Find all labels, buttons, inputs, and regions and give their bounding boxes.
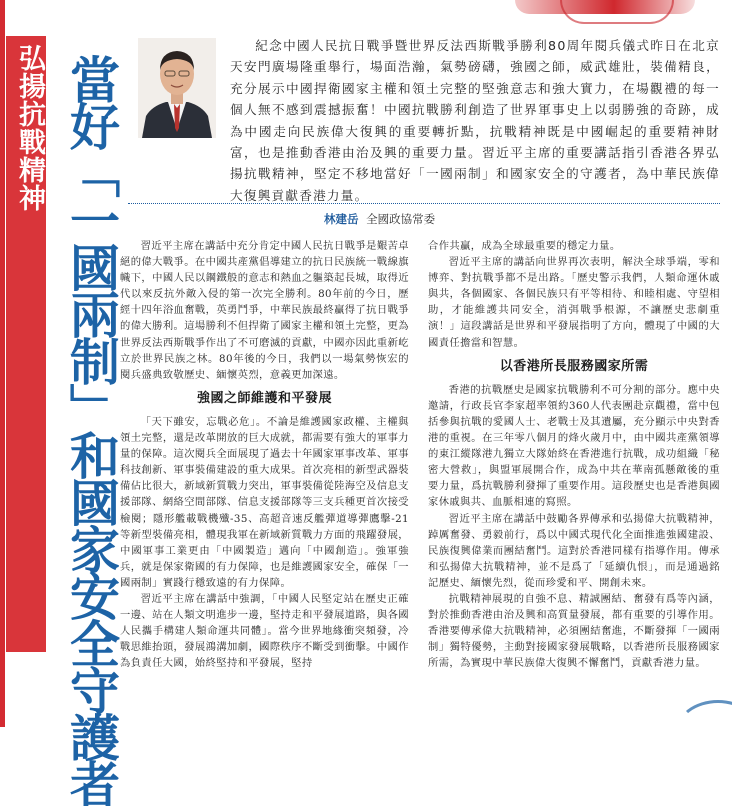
section-heading: 以香港所長服務國家所需 xyxy=(499,358,649,374)
lead-paragraph xyxy=(230,35,720,206)
paragraph: 習近平主席在講話中充分肯定中國人民抗日戰爭是艱苦卓絕的偉大戰爭。在中國共產黨倡導建立的抗日民族統一戰線旗幟下，中國人民以鋼鐵般的意志和熱血之軀築起長城，取得近代以來反抗外敵入侵的第一次完全勝利。80年前的今日，歷經十四年浴血奮戰，英勇鬥爭，中華民族最終贏得了抗日戰爭的偉大勝利。這場勝利不但捍衛了國家主權和領土完整，更為世界反法西斯戰爭作出了不可磨滅的貢獻，中國亦因此重新屹立於世界民族之林。80年後的今日，我們以一場氣勢恢宏的閱兵盛典致敬歷史、緬懷英烈，意義更加深遠。 xyxy=(120,240,409,381)
byline xyxy=(324,211,435,227)
paragraph: 香港的抗戰歷史是國家抗戰勝利不可分割的部分。應中央邀請，行政長官李家超率領約360人代表團赴京觀禮，當中包括參與抗戰的愛國人士、老戰士及其遺屬，充分顯示中央對香港的重視。在三年零八個月的烽火歲月中，由中國共產黨領導的東江縱隊港九獨立大隊始終在香港進行抗戰，成功組織「秘密大營救」，與盟軍展開合作，成為中共在華南孤懸敵後的重要力量，爲抗戰勝利發揮了重要作用。這段歷史也是香港與國家休戚與共、血脈相連的寫照。 xyxy=(428,383,720,509)
article-column-1 xyxy=(120,238,409,671)
author-name: 林建岳 xyxy=(324,212,359,226)
lead-text: 紀念中國人民抗日戰爭暨世界反法西斯戰爭勝利80周年閱兵儀式昨日在北京天安門廣場隆重舉行，場面浩瀚，氣勢磅礴，強國之師，威武雄壯，裝備精良，充分展示中國捍衛國家主權和領土完整的堅強意志和強大實力，在場觀禮的每一個人無不感到震撼振奮！中國抗戰勝利創造了世界軍事史上以弱勝強的奇跡，成為中國走向民族偉大復興的重要轉折點，抗戰精神既是中國崛起的重要精神財富，也是推動香港由治及興的重要力量。習近平主席的重要講話指引香港各界弘揚抗戰精神，堅定不移地當好「一國兩制」和國家安全的守護者，為中華民族偉大復興貢獻香港力量。 xyxy=(230,38,720,203)
portrait-icon xyxy=(138,38,216,138)
author-title: 全國政協常委 xyxy=(366,212,436,226)
headline: 當好「一國兩制」和國家安全守護者 xyxy=(62,54,120,806)
article-column-2 xyxy=(428,238,720,671)
left-red-strip xyxy=(0,0,5,727)
paragraph: 習近平主席在講話中強調，「中國人民堅定站在歷史正確一邊、站在人類文明進步一邊，堅持走和平發展道路，與各國人民攜手構建人類命運共同體」。當今世界地緣衝突頻發，冷戰思維抬頭，發展鴻溝加劇，國際秩序不斷受到衝擊。中國作為負責任大國，始終堅持和平發展，堅持 xyxy=(120,592,409,670)
bottom-decoration xyxy=(675,700,732,766)
paragraph-continued: 合作共贏，成為全球最重要的穩定力量。 xyxy=(428,240,621,252)
author-photo xyxy=(138,38,216,138)
section-heading: 強國之師維護和平發展 xyxy=(196,390,332,406)
paragraph: 習近平主席的講話向世界再次表明，解決全球爭端，零和博弈、對抗戰爭都不是出路。「歷史警示我們，人類命運休戚與共，各個國家、各個民族只有平等相待、和睦相處、守望相助，才能維護共同安全，消弭戰爭根源，不讓歷史悲劇重演！」這段講話是世界和平發展指明了方向，體現了中國的大國責任擔當和智慧。 xyxy=(428,256,720,349)
paragraph: 「天下雖安，忘戰必危」。不論是維護國家政權、主權與領土完整，還是改革開放的巨大成就，都需要有強大的軍事力量的保障。這次閱兵全面展現了過去十年國家軍事改革、軍事科技創新、軍事裝備建設的重大成果。首次亮相的新型武器裝備佔比很大，新域新質戰力突出，軍事裝備從陸海空及信息支援部隊、網絡空間部隊、信息支援部隊等三支兵種更首次接受檢閱；隱形艦載戰機殲-35、高超音速反艦彈道導彈鷹擊-21等新型裝備亮相，體現我軍在新域新質戰力方面的飛躍發展，中國軍事工業更由「中國製造」邁向「中國創造」。強軍強兵，就是保家衛國的有力保障，也是維護國家安全，確保「一國兩制」實踐行穩致遠的有力保障。 xyxy=(120,415,409,589)
rubric-title: 弘揚抗戰精神 xyxy=(14,44,45,212)
paragraph: 抗戰精神展現的自強不息、精誠團結、奮發有爲等內涵，對於推動香港由治及興和高質量發展，都有重要的引導作用。香港要傳承偉大抗戰精神，必須團結奮進，不斷發揮「一國兩制」獨特優勢，主動對接國家發展戰略，以香港所長服務國家所需，為實現中華民族偉大復興不懈奮鬥，貢獻香港力量。 xyxy=(428,592,720,670)
top-decoration-arc xyxy=(560,0,674,24)
paragraph: 習近平主席在講話中鼓勵各界傳承和弘揚偉大抗戰精神，踔厲奮發、勇毅前行，爲以中國式現代化全面推進強國建設、民族復興偉業而團結奮鬥。這對於香港同樣有指導作用。傳承和弘揚偉大抗戰精神，並不是爲了「延續仇恨」，而是通過銘記歷史、緬懷先烈，從而珍愛和平、開創未來。 xyxy=(428,512,720,589)
dotted-divider xyxy=(128,203,720,204)
